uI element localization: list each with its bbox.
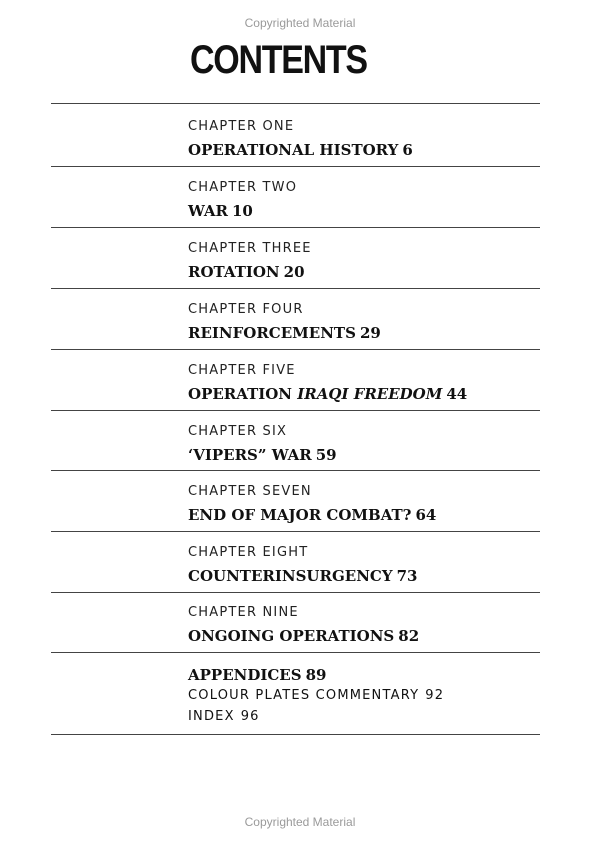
chapter-title[interactable]: [188, 141, 413, 159]
chapter-title-text: END OF MAJOR COMBAT?: [188, 506, 412, 524]
page-number: 6: [402, 141, 413, 159]
watermark-top: Copyrighted Material: [244, 16, 356, 30]
toc-entry-chapter-eight[interactable]: [188, 544, 417, 585]
chapter-title[interactable]: [188, 263, 312, 281]
chapter-title-italic: IRAQI FREEDOM: [297, 385, 443, 403]
divider: [51, 531, 540, 532]
chapter-label: CHAPTER ONE: [188, 119, 295, 134]
chapter-label: CHAPTER SEVEN: [188, 484, 312, 499]
appendix-item-index[interactable]: [188, 708, 444, 726]
page-number: 20: [283, 263, 305, 281]
divider: [51, 288, 540, 289]
chapter-title[interactable]: [188, 627, 419, 645]
page-number: 59: [315, 446, 337, 464]
chapter-title-text: WAR: [188, 202, 228, 220]
chapter-title[interactable]: [188, 567, 417, 585]
chapter-title[interactable]: [188, 446, 337, 464]
chapter-title-text: ROTATION: [188, 263, 280, 281]
chapter-title[interactable]: [188, 506, 436, 524]
toc-entry-chapter-three[interactable]: [188, 240, 312, 281]
chapter-label: CHAPTER NINE: [188, 605, 299, 620]
appendix-item-colour-plates[interactable]: [188, 687, 444, 705]
chapter-title-text: REINFORCEMENTS: [188, 324, 356, 342]
page-number: 73: [396, 567, 418, 585]
divider: [51, 592, 540, 593]
toc-entry-chapter-six[interactable]: [188, 423, 337, 464]
divider: [51, 103, 540, 104]
appendix-item-label: INDEX: [188, 709, 235, 724]
chapter-label: CHAPTER TWO: [188, 180, 298, 195]
toc-entry-chapter-one[interactable]: [188, 118, 413, 159]
chapter-title[interactable]: [188, 202, 297, 220]
appendices-title[interactable]: [188, 666, 444, 684]
divider: [51, 227, 540, 228]
page-number: 92: [425, 688, 445, 703]
toc-entry-chapter-two[interactable]: [188, 179, 297, 220]
page-number: 29: [359, 324, 381, 342]
chapter-label: CHAPTER EIGHT: [188, 545, 309, 560]
appendices-title-text: APPENDICES: [188, 666, 302, 684]
page-title: CONTENTS: [190, 38, 367, 82]
chapter-title-text: COUNTERINSURGENCY: [188, 567, 393, 585]
chapter-title-text: OPERATION: [188, 385, 293, 403]
chapter-label: CHAPTER FIVE: [188, 363, 296, 378]
divider: [51, 349, 540, 350]
toc-entry-chapter-four[interactable]: [188, 301, 381, 342]
page-number: 82: [398, 627, 420, 645]
chapter-label: CHAPTER SIX: [188, 424, 288, 439]
chapter-title[interactable]: [188, 324, 381, 342]
toc-entry-appendices[interactable]: [188, 666, 444, 726]
toc-entry-chapter-seven[interactable]: [188, 483, 436, 524]
divider: [51, 166, 540, 167]
chapter-title-text: ‘VIPERS” WAR: [188, 446, 312, 464]
page-number: 10: [232, 202, 253, 220]
toc-entry-chapter-nine[interactable]: [188, 604, 419, 645]
page-number: 44: [446, 385, 468, 403]
appendix-item-label: COLOUR PLATES COMMENTARY: [188, 688, 420, 703]
chapter-title-text: OPERATIONAL HISTORY: [188, 141, 399, 159]
divider: [51, 470, 540, 471]
chapter-label: CHAPTER THREE: [188, 241, 312, 256]
divider: [51, 410, 540, 411]
watermark-bottom: Copyrighted Material: [244, 815, 356, 829]
divider: [51, 734, 540, 735]
page-number: 89: [305, 666, 327, 684]
divider: [51, 652, 540, 653]
chapter-title-text: ONGOING OPERATIONS: [188, 627, 395, 645]
chapter-title[interactable]: [188, 385, 467, 403]
page-number: 96: [240, 709, 260, 724]
toc-entry-chapter-five[interactable]: [188, 362, 467, 403]
page-number: 64: [415, 506, 437, 524]
chapter-label: CHAPTER FOUR: [188, 302, 304, 317]
